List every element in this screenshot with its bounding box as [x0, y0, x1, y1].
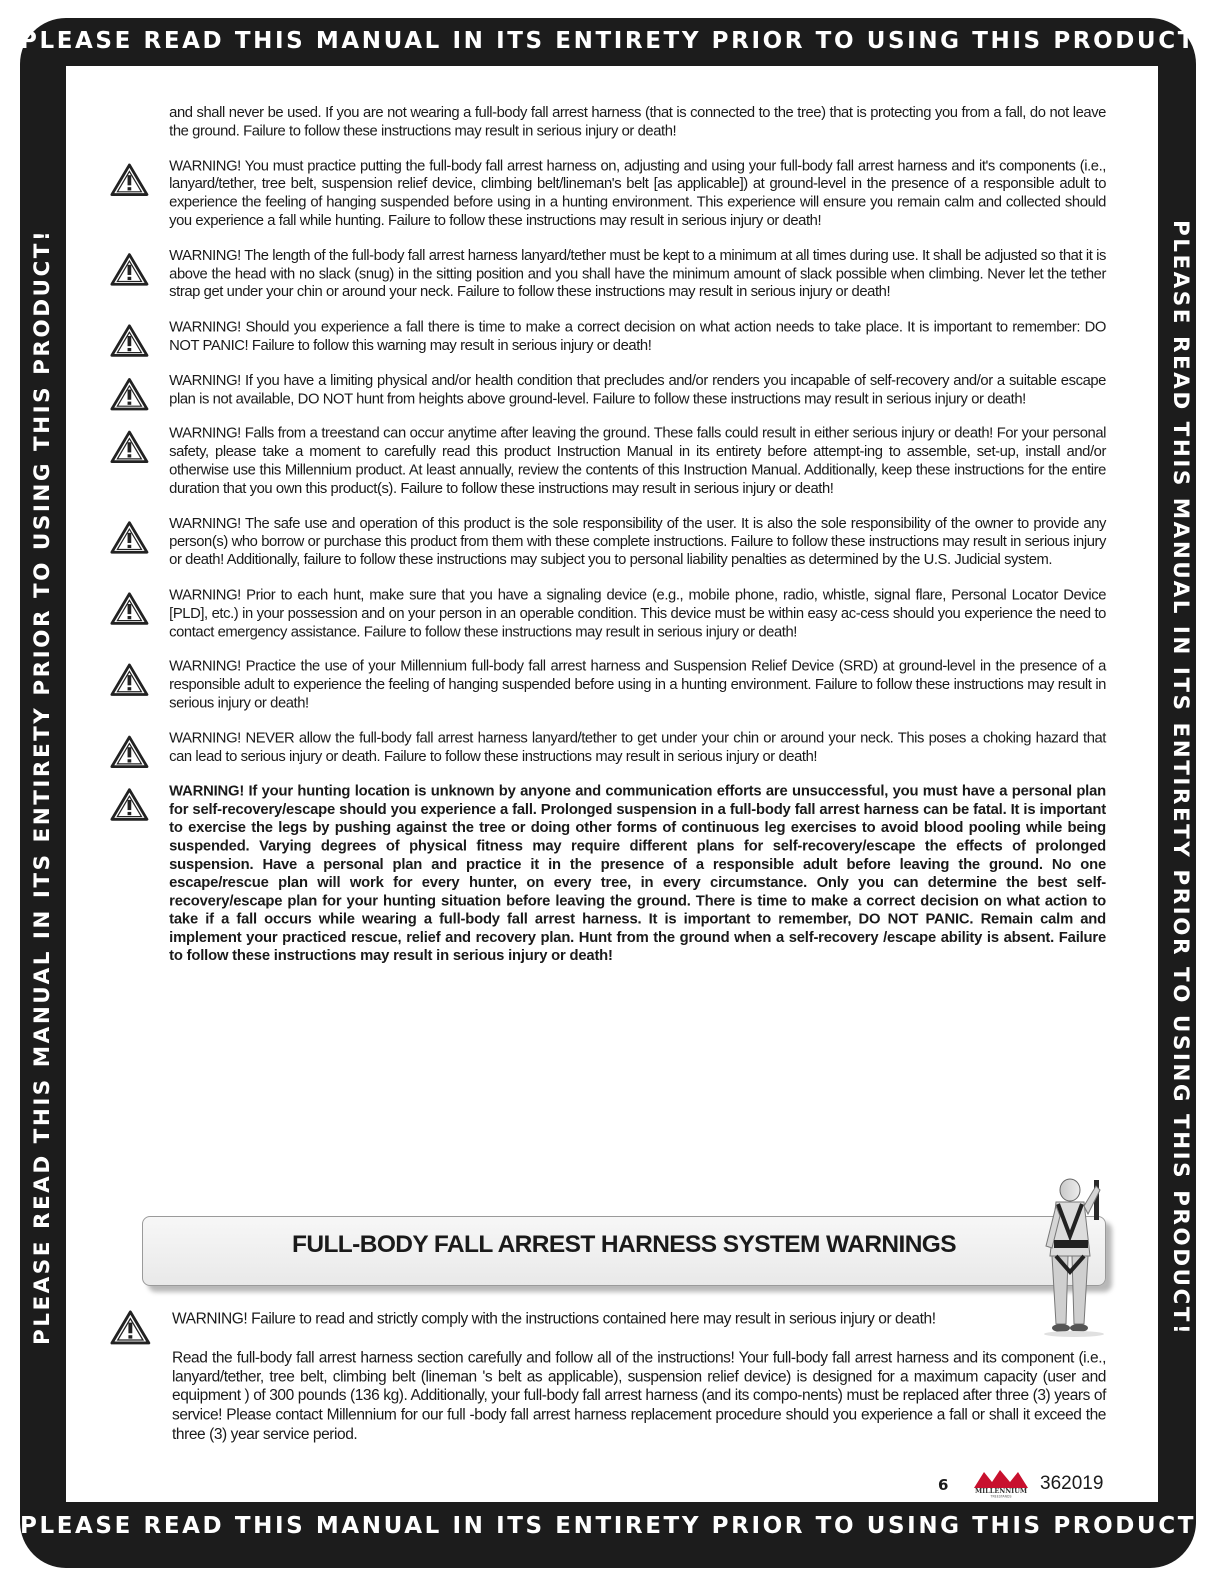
svg-text:MILLENNIUM: MILLENNIUM: [974, 1487, 1028, 1495]
section-warning-paragraph: [110, 1310, 1106, 1329]
warning-text: WARNING! If you have a limiting physical and/or health condition that precludes and/or renders you incapable of self-recovery and/or a suitable escape plan is not available, DO NOT hunt from heights above ground-level. Failure to follow these instructions may result in serious injury or death!: [169, 372, 1106, 407]
warning-triangle-icon: [110, 377, 149, 410]
right-banner: PLEASE READ THIS MANUAL IN ITS ENTIRETY PRIOR TO USING THIS PRODUCT!: [1168, 220, 1193, 1337]
warning-triangle-icon: [110, 431, 149, 464]
bold-warning-paragraph: [110, 783, 1106, 966]
warning-paragraph: [110, 515, 1106, 570]
warning-text: WARNING! You must practice putting the full-body fall arrest harness on, adjusting and using your full-body fall arrest harness and it's components (i.e., lanyard/tether, tree belt, suspension relief device, climbing belt/lineman's belt [as applicable]) at ground-level in the presence of a responsible adult to experience the feeling of hanging suspended before using in a hunting environment. This experience will ensure you remain calm and collected should you experience a fall while hunting. Failure to follow these instructions may result in serious injury or death!: [169, 158, 1106, 229]
section-body-paragraph: Read the full-body fall arrest harness section carefully and follow all of the instructions! Your full-body fall arrest harness and its component (i.e., lanyard/tether, tree belt, climbing belt (lineman 's belt as applicable), suspension relief device) is designed for a maximum capacity (user and equipment ) of 300 pounds (136 kg). Additionally, your full-body fall arrest harness (and its compo-nents) must be replaced after three (3) years of service! Please contact Millennium for our full -body fall arrest harness replacement procedure should you experience a fall or shall it exceed the three (3) year service period.: [172, 1349, 1106, 1443]
warning-triangle-icon: [110, 735, 149, 768]
svg-text:TREESTANDS: TREESTANDS: [990, 1494, 1012, 1498]
warning-triangle-icon: [110, 253, 149, 286]
warning-text: WARNING! The length of the full-body fall arrest harness lanyard/tether must be kept to a minimum at all times during use. It shall be adjusted so that it is above the head with no slack (snug) in the sitting position and you shall have the minimum amount of slack possible when climbing. Never let the tether strap get under your chin or around your neck. Failure to follow these instructions may result in serious injury or death!: [169, 247, 1106, 301]
warning-text: WARNING! Practice the use of your Millennium full-body fall arrest harness and Suspension Relief Device (SRD) at ground-level in the presence of a responsible adult to experience the feeling of hanging suspended before using in a hunting environment. Failure to follow these instructions may result in serious injury or death!: [169, 658, 1106, 712]
warning-paragraph: [110, 157, 1106, 230]
intro-paragraph: and shall never be used. If you are not wearing a full-body fall arrest harness (that is connected to the tree) that is protecting you from a fall, do not leave the ground. Failure to follow these instructions may result in serious injury or death!: [169, 104, 1106, 139]
section-content: [110, 1310, 1106, 1462]
warning-text: WARNING! The safe use and operation of this product is the sole responsibility of the user. It is also the sole responsibility of the owner to provide any person(s) who borrow or purchase this product from them with these complete instructions. Failure to follow these instructions may result in serious injury or death! Additionally, failure to follow these instructions may subject you to personal liability penalties as determined by the U.S. Judicial system.: [169, 515, 1106, 569]
warning-paragraph: [110, 247, 1106, 302]
warning-paragraph: [110, 729, 1106, 766]
bold-warning-text: WARNING! If your hunting location is unknown by anyone and communication efforts are unsuccessful, you must have a personal plan for self-recovery/escape should you experience a fall. Prolonged suspension in a full-body fall arrest harness can be fatal. It is important to exercise the legs by pushing against the tree or doing other forms of continuous leg exercises to avoid blood pooling while being suspended. Varying degrees of physical fitness may require different plans for self-recovery/escape the effects of prolonged suspension. Have a personal plan and practice it in the presence of a responsible adult before leaving the ground. No one escape/rescue plan will work for every hunter, on every tree, in every circumstance. Only you can determine the best self-recovery/escape plan for your hunting situation before leaving the ground. There is time to make a correct decision on what action to take if a fall occurs while wearing a full-body fall arrest harness. It is important to remember, DO NOT PANIC. Remain calm and implement your practiced rescue, relief and recovery plan. Hunt from the ground when a self-recovery /escape ability is absent. Failure to follow these instructions may result in serious injury or death!: [169, 783, 1106, 964]
left-banner: PLEASE READ THIS MANUAL IN ITS ENTIRETY PRIOR TO USING THIS PRODUCT!: [30, 228, 55, 1345]
document-code: 362019: [1040, 1473, 1104, 1494]
warning-triangle-icon: [110, 592, 149, 625]
warnings-list: [110, 104, 1106, 982]
warning-triangle-icon: [110, 324, 149, 357]
page-number: 6: [938, 1476, 949, 1494]
warning-text: WARNING! Prior to each hunt, make sure that you have a signaling device (e.g., mobile phone, radio, whistle, signal flare, Personal Locator Device [PLD], etc.) in your possession and on your person in an operable condition. This device must be within easy ac-cess should you experience the need to contact emergency assistance. Failure to follow these instructions may result in serious injury or death!: [169, 587, 1106, 640]
warning-triangle-icon: [110, 1310, 151, 1345]
warning-paragraph: [110, 586, 1106, 641]
warning-triangle-icon: [110, 163, 149, 196]
top-banner: PLEASE READ THIS MANUAL IN ITS ENTIRETY PRIOR TO USING THIS PRODUCT!: [20, 28, 1210, 54]
warning-text: WARNING! Falls from a treestand can occur anytime after leaving the ground. These falls could result in either serious injury or death! For your personal safety, please take a moment to carefully read this product Instruction Manual in its entirety before attempt-ing to assemble, set-up, install and/or otherwise use this Millennium product. At least annually, review the contents of this Instruction Manual. Additionally, keep these instructions for the entire duration that you own this product(s). Failure to follow these instructions may result in serious injury or death!: [169, 425, 1106, 497]
bottom-banner: PLEASE READ THIS MANUAL IN ITS ENTIRETY PRIOR TO USING THIS PRODUCT!: [20, 1513, 1210, 1539]
warning-paragraph: [110, 425, 1106, 498]
warning-text: WARNING! Should you experience a fall there is time to make a correct decision on what action needs to take place. It is important to remember: DO NOT PANIC! Failure to follow this warning may result in serious injury or death!: [169, 319, 1106, 354]
warning-paragraph: [110, 372, 1106, 409]
warning-paragraph: [110, 658, 1106, 713]
warning-triangle-icon: [110, 663, 149, 696]
warning-triangle-icon: [110, 520, 149, 553]
millennium-logo: [970, 1468, 1032, 1498]
warning-text: WARNING! NEVER allow the full-body fall arrest harness lanyard/tether to get under your chin or around your neck. This poses a choking hazard that can lead to serious injury or death. Failure to follow these instructions may result in serious injury or death!: [169, 730, 1106, 765]
section-warning-text: WARNING! Failure to read and strictly comply with the instructions contained here may result in serious injury or death!: [172, 1310, 936, 1328]
warning-triangle-icon: [110, 788, 149, 821]
warning-paragraph: [110, 319, 1106, 356]
section-title: FULL-BODY FALL ARREST HARNESS SYSTEM WARNINGS: [291, 1231, 957, 1258]
